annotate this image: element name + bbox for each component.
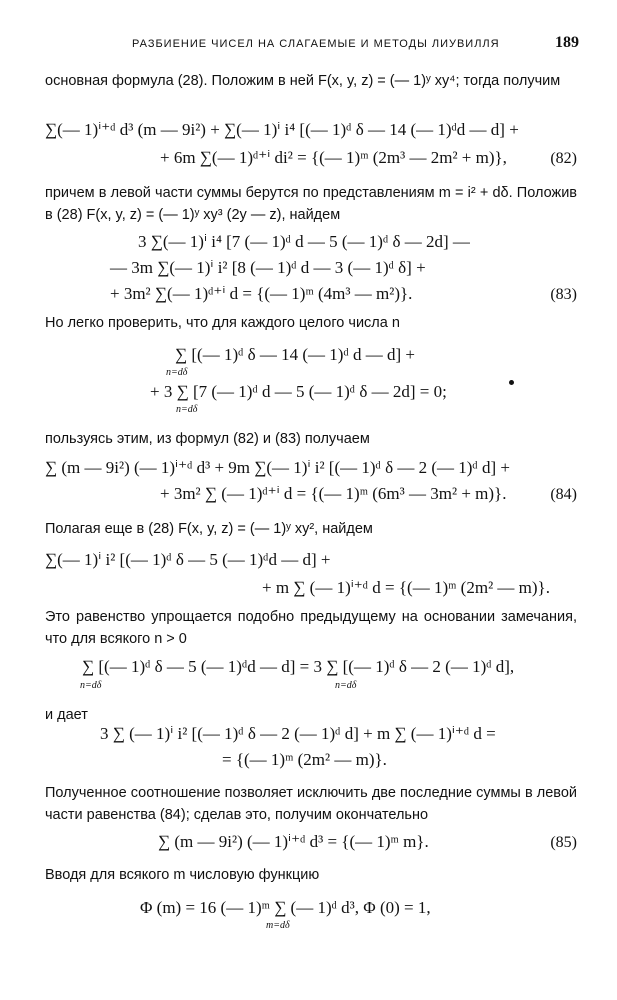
paragraph-7: и дает [45, 707, 88, 723]
eq82-number: (82) [550, 150, 577, 167]
eq84-line2: + 3m² ∑ (— 1)ᵈ⁺ⁱ d = {(— 1)ᵐ (6m³ — 3m² + m)}. [160, 484, 507, 503]
eq82-line1: ∑(— 1)ⁱ⁺ᵈ d³ (m — 9i²) + ∑(— 1)ⁱ i⁴ [(— 1)ᵈ δ — 14 (— 1)ᵈd — d] + [45, 120, 519, 139]
paragraph-2: причем в левой части суммы берутся по представлениям m = i² + dδ. Положив в (28) F(x, y, z) = (— 1)ʸ xy³ (2y — z), найдем [45, 185, 577, 223]
eq-phi-line1: Φ (m) = 16 (— 1)ᵐ ∑ (— 1)ᵈ d³, Φ (0) = 1, [140, 898, 431, 917]
eq-check-line2: + 3 ∑ [7 (— 1)ᵈ d — 5 (— 1)ᵈ δ — 2d] = 0; [150, 382, 447, 401]
eq-y2-line2: + m ∑ (— 1)ⁱ⁺ᵈ d = {(— 1)ᵐ (2m² — m)}. [262, 578, 550, 597]
paragraph-8: Полученное соотношение позволяет исключить две последние суммы в левой части равенства (84); сделав это, получим окончательно [45, 785, 577, 823]
paragraph-5: Полагая еще в (28) F(x, y, z) = (— 1)ʸ xy², найдем [45, 521, 373, 537]
ink-speck [509, 380, 514, 385]
page-number: 189 [555, 34, 579, 51]
eq-gives-line1: 3 ∑ (— 1)ⁱ i² [(— 1)ᵈ δ — 2 (— 1)ᵈ d] + m ∑ (— 1)ⁱ⁺ᵈ d = [100, 724, 496, 743]
eq82-line2: + 6m ∑(— 1)ᵈ⁺ⁱ di² = {(— 1)ᵐ (2m³ — 2m² + m)}, [160, 148, 507, 167]
eq-remark-line1: ∑ [(— 1)ᵈ δ — 5 (— 1)ᵈd — d] = 3 ∑ [(— 1)ᵈ δ — 2 (— 1)ᵈ d], [82, 657, 515, 676]
eq83-line2: — 3m ∑(— 1)ⁱ i² [8 (— 1)ᵈ d — 3 (— 1)ᵈ δ] + [110, 258, 426, 277]
eq85-number: (85) [550, 834, 577, 851]
eq-check-line1: ∑ [(— 1)ᵈ δ — 14 (— 1)ᵈ d — d] + [175, 345, 416, 364]
eq83-line1: 3 ∑(— 1)ⁱ i⁴ [7 (— 1)ᵈ d — 5 (— 1)ᵈ δ — 2d] — [138, 232, 470, 251]
eq-phi-sum-index: m=dδ [266, 920, 290, 931]
eq83-number: (83) [550, 286, 577, 303]
eq-remark-sum-index-1: n=dδ [80, 680, 102, 691]
eq-check-sum-index-1: n=dδ [166, 367, 188, 378]
eq83-line3: + 3m² ∑(— 1)ᵈ⁺ⁱ d = {(— 1)ᵐ (4m³ — m²)}. [110, 284, 413, 303]
paragraph-9: Вводя для всякого m числовую функцию [45, 867, 320, 883]
running-header [132, 34, 579, 54]
eq85-line1: ∑ (m — 9i²) (— 1)ⁱ⁺ᵈ d³ = {(— 1)ᵐ m}. [158, 832, 429, 851]
paragraph-4: пользуясь этим, из формул (82) и (83) получаем [45, 431, 370, 447]
paragraph-3: Но легко проверить, что для каждого целого числа n [45, 315, 400, 331]
eq84-number: (84) [550, 486, 577, 503]
eq-remark-sum-index-2: n=dδ [335, 680, 357, 691]
running-title: РАЗБИЕНИЕ ЧИСЕЛ НА СЛАГАЕМЫЕ И МЕТОДЫ ЛИУВИЛЛЯ [132, 38, 500, 50]
eq-y2-line1: ∑(— 1)ⁱ i² [(— 1)ᵈ δ — 5 (— 1)ᵈd — d] + [45, 550, 331, 569]
eq-gives-line2: = {(— 1)ᵐ (2m² — m)}. [222, 750, 387, 769]
paragraph-6: Это равенство упрощается подобно предыдущему на основании замечания, что для всякого n > 0 [45, 609, 577, 647]
eq-check-sum-index-2: n=dδ [176, 404, 198, 415]
eq84-line1: ∑ (m — 9i²) (— 1)ⁱ⁺ᵈ d³ + 9m ∑(— 1)ⁱ i² [(— 1)ᵈ δ — 2 (— 1)ᵈ d] + [45, 458, 510, 477]
paragraph-1: основная формула (28). Положим в ней F(x, y, z) = (— 1)ʸ xy⁴; тогда получим [45, 73, 561, 89]
